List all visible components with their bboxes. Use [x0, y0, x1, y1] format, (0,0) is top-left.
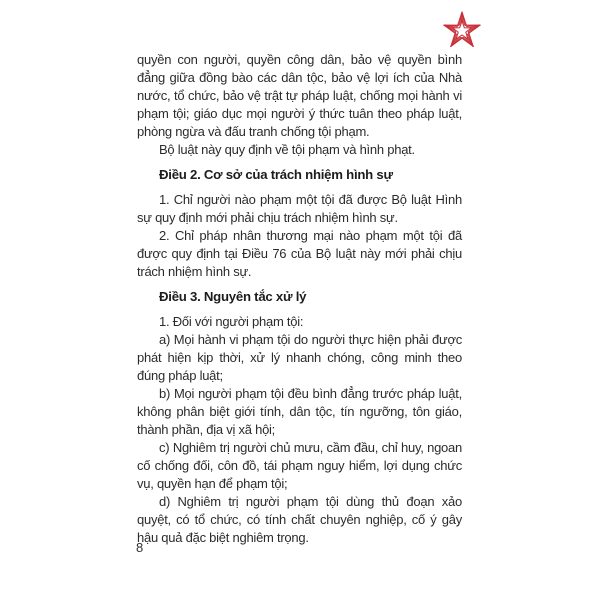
body-paragraph: a) Mọi hành vi phạm tội do người thực hiện phải được phát hiện kịp thời, xử lý nhanh chóng, công minh theo đúng pháp luật; [137, 332, 462, 383]
body-paragraph: Bộ luật này quy định về tội phạm và hình phạt. [159, 142, 415, 157]
body-paragraph: b) Mọi người phạm tội đều bình đẳng trước pháp luật, không phân biệt giới tính, dân tộc, tín ngưỡng, tôn giáo, thành phần, địa vị xã hội; [137, 386, 462, 437]
body-paragraph: c) Nghiêm trị người chủ mưu, cầm đầu, chỉ huy, ngoan cố chống đối, côn đồ, tái phạm nguy hiểm, lợi dụng chức vụ, quyền hạn để phạm tội; [137, 440, 462, 491]
article-heading: Điều 3. Nguyên tắc xử lý [159, 289, 307, 304]
publisher-star-logo-icon [441, 10, 483, 52]
page-number: 8 [136, 540, 144, 555]
text-column [137, 51, 462, 547]
body-paragraph: 1. Đối với người phạm tội: [159, 314, 304, 329]
body-paragraph: quyền con người, quyền công dân, bảo vệ quyền bình đẳng giữa đồng bào các dân tộc, bảo vệ lợi ích của Nhà nước, tổ chức, bảo vệ trật tự pháp luật, chống mọi hành vi phạm tội; giáo dục mọi người ý thức tuân theo pháp luật, phòng ngừa và đấu tranh chống tội phạm. [137, 52, 462, 139]
article-heading: Điều 2. Cơ sở của trách nhiệm hình sự [159, 167, 393, 182]
body-paragraph: 2. Chỉ pháp nhân thương mại nào phạm một tội đã được quy định tại Điều 76 của Bộ luật này mới phải chịu trách nhiệm hình sự. [137, 228, 462, 279]
body-paragraph: d) Nghiêm trị người phạm tội dùng thủ đoạn xảo quyệt, có tổ chức, có tính chất chuyên nghiệp, cố ý gây hậu quả đặc biệt nghiêm trọng. [137, 494, 462, 545]
body-paragraph: 1. Chỉ người nào phạm một tội đã được Bộ luật Hình sự quy định mới phải chịu trách nhiệm hình sự. [137, 192, 462, 225]
